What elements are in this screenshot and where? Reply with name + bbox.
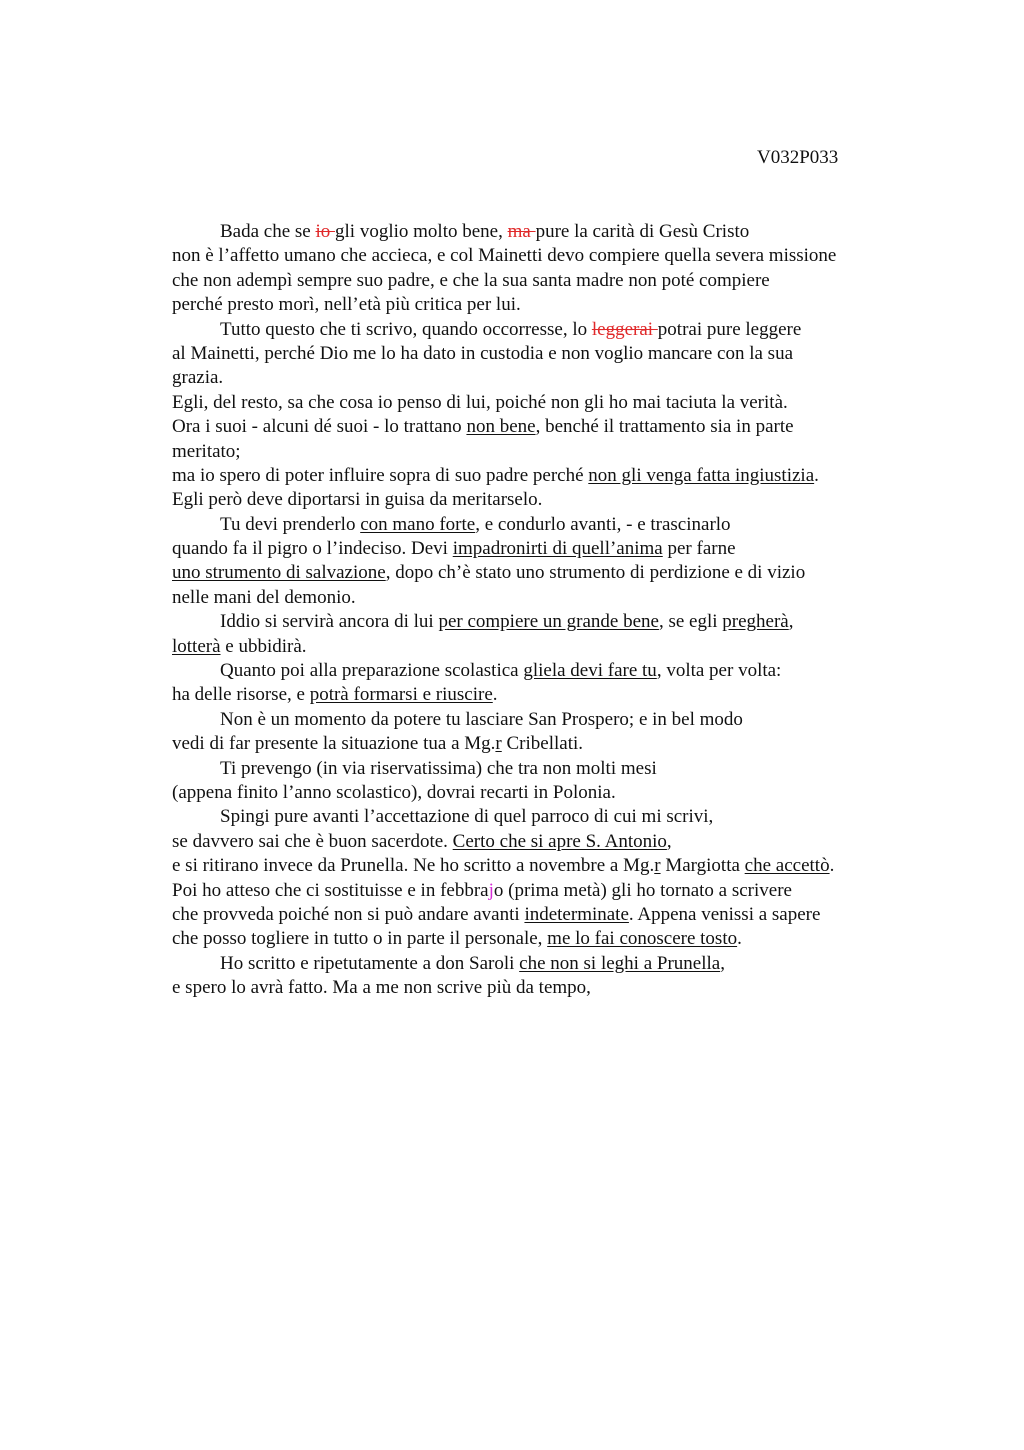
underlined-text: r [495,733,502,755]
text-segment: che non adempì sempre suo padre, e che la sua santa madre non poté compiere [172,269,770,291]
text-segment: e si ritirano invece da Prunella. Ne ho scritto a novembre a Mg. [172,855,655,877]
deleted-text: io [315,221,336,242]
text-line [172,586,932,610]
text-line [172,683,932,707]
text-line [172,903,932,927]
text-segment: che provveda poiché non si può andare avanti [172,903,525,925]
underlined-text: che accettò [744,855,830,877]
text-segment: Spingi pure avanti l’accettazione di quel parroco di cui mi scrivi, [220,806,714,828]
text-segment: Egli però deve diportarsi in guisa da meritarselo. [172,489,543,511]
text-segment: vedi di far presente la situazione tua a Mg. [172,733,496,755]
text-segment: che posso togliere in tutto o in parte il personale, [172,928,548,950]
text-segment: grazia. [172,367,224,389]
text-line [172,732,932,756]
underlined-text: non bene [466,416,536,438]
text-segment: o (prima metà) gli ho tornato a scrivere [493,879,792,901]
underlined-text: per compiere un grande bene [438,611,659,633]
text-segment: Ho scritto e ripetutamente a don Saroli [220,952,520,974]
underlined-text: che non si leghi a Prunella [519,952,721,974]
text-line [172,561,932,585]
inserted-letter: j [488,879,494,901]
text-line [172,659,932,683]
text-segment: gli voglio molto bene, [335,221,508,242]
text-segment: . [829,855,835,877]
text-segment: , [788,611,794,633]
text-segment: se davvero sai che è buon sacerdote. [172,830,453,852]
text-segment: Ora i suoi - alcuni dé suoi - lo trattano [172,416,467,438]
text-segment: . Appena venissi a sapere [628,903,821,925]
text-line [172,488,932,512]
text-segment: meritato; [172,440,241,462]
text-line [172,391,932,415]
text-line [172,318,932,342]
text-segment: quando fa il pigro o l’indeciso. Devi [172,538,453,560]
text-segment: ma io spero di poter influire sopra di suo padre perché [172,464,589,486]
text-segment: , se egli [658,611,723,633]
underlined-text: me lo fai conoscere tosto [547,928,738,950]
text-line [172,757,932,781]
text-segment: Tutto questo che ti scrivo, quando occorresse, lo [220,318,592,340]
text-segment: Tu devi prenderlo [220,513,361,535]
text-line [172,220,932,244]
text-line [172,293,932,317]
text-line [172,244,932,268]
text-line [172,805,932,829]
text-segment: Bada che se [220,221,316,242]
letter-body [172,220,932,1001]
text-line [172,440,932,464]
text-line [172,781,932,805]
text-segment: ha delle risorse, e [172,684,310,706]
underlined-text: con mano forte [360,513,476,535]
text-segment: per farne [662,538,736,560]
text-segment: Margiotta [660,855,745,877]
text-segment: pure la carità di Gesù Cristo [535,221,750,242]
text-line [172,976,932,1000]
text-line [172,854,932,878]
text-line [172,415,932,439]
text-line [172,879,932,903]
text-segment: , dopo ch’è stato uno strumento di perdizione e di vizio [385,562,806,584]
text-line [172,269,932,293]
text-segment: Iddio si servirà ancora di lui [220,611,439,633]
text-segment: , benché il trattamento sia in parte [535,416,794,438]
text-line [172,927,932,951]
text-line [172,464,932,488]
text-segment: Non è un momento da potere tu lasciare San Prospero; e in bel modo [220,708,743,730]
underlined-text: Certo che si apre S. Antonio [452,830,667,852]
text-segment: , volta per volta: [656,660,782,682]
text-segment: Ti prevengo (in via riservatissima) che tra non molti mesi [220,757,657,779]
text-segment: al Mainetti, perché Dio me lo ha dato in custodia e non voglio mancare con la sua [172,342,793,364]
text-segment: potrai pure leggere [657,318,802,340]
underlined-text: indeterminate [524,903,629,925]
text-line [172,366,932,390]
deleted-text: leggerai [591,318,658,340]
text-segment: . [814,464,819,486]
text-line [172,342,932,366]
text-segment: Egli, del resto, sa che cosa io penso di lui, poiché non gli ho mai taciuta la verità. [172,391,788,413]
deleted-text: ma [507,221,536,242]
text-segment: Poi ho atteso che ci sostituisse e in febbra [172,879,489,901]
text-segment: non è l’affetto umano che accieca, e col Mainetti devo compiere quella severa missione [172,245,837,267]
text-segment: (appena finito l’anno scolastico), dovrai recarti in Polonia. [172,781,616,803]
underlined-text: lotterà [172,635,221,657]
underlined-text: gliela devi fare tu [523,660,657,682]
text-segment: nelle mani del demonio. [172,586,356,608]
underlined-text: uno strumento di salvazione [172,562,386,584]
text-segment: perché presto morì, nell’età più critica per lui. [172,294,521,316]
text-line [172,513,932,537]
text-segment: , e condurlo avanti, - e trascinarlo [475,513,731,535]
text-segment: . [737,928,742,950]
text-segment: , [720,952,725,974]
document-id: V032P033 [757,147,839,168]
text-segment: e spero lo avrà fatto. Ma a me non scrive più da tempo, [172,977,591,999]
underlined-text: non gli venga fatta ingiustizia [588,464,815,486]
text-line [172,610,932,634]
underlined-text: r [654,855,661,877]
text-line [172,708,932,732]
text-line [172,537,932,561]
text-segment: , [666,830,672,852]
text-line [172,952,932,976]
underlined-text: potrà formarsi e riuscire [309,684,493,706]
text-line [172,635,932,659]
text-segment: . [492,684,498,706]
underlined-text: impadronirti di quell’anima [452,538,663,560]
text-segment: Cribellati. [501,733,584,755]
text-segment: Quanto poi alla preparazione scolastica [220,660,524,682]
underlined-text: pregherà [722,611,789,633]
text-segment: e ubbidirà. [220,635,307,657]
text-line [172,830,932,854]
